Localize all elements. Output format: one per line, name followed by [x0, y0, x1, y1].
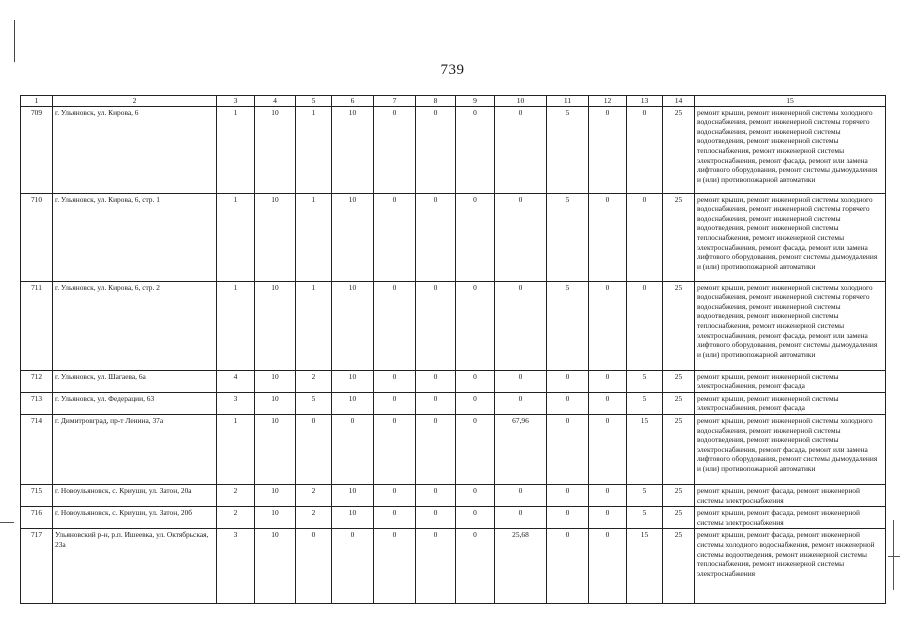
value-cell: 25 [663, 106, 695, 193]
value-cell: 5 [547, 193, 589, 281]
value-cell: 0 [374, 529, 416, 604]
value-cell: 0 [456, 484, 495, 506]
column-header: 12 [589, 96, 627, 107]
value-cell: 0 [374, 484, 416, 506]
value-cell: 10 [255, 392, 296, 414]
value-cell: 10 [332, 484, 374, 506]
value-cell: 0 [547, 484, 589, 506]
value-cell: 10 [332, 106, 374, 193]
value-cell: 0 [547, 392, 589, 414]
value-cell: 0 [589, 370, 627, 392]
margin-vertical-right [893, 520, 894, 590]
column-header: 14 [663, 96, 695, 107]
value-cell: 25 [663, 507, 695, 529]
value-cell: 0 [456, 106, 495, 193]
value-cell: 0 [416, 106, 456, 193]
value-cell: 5 [547, 106, 589, 193]
address-cell: г. Ульяновск, ул. Кирова, 6 [53, 106, 217, 193]
value-cell: 1 [296, 281, 332, 370]
works-cell: ремонт крыши, ремонт инженерной системы электроснабжения, ремонт фасада [695, 392, 886, 414]
value-cell: 0 [547, 507, 589, 529]
value-cell: 0 [589, 414, 627, 484]
works-cell: ремонт крыши, ремонт инженерной системы холодного водоснабжения, ремонт инженерной системы горячего водоснабжения, ремонт инженерной системы водоотведения, ремонт инженерной системы теплоснабжения, ремонт инженерной системы электроснабжения, ремонт фасада, ремонт или замена лифтового оборудования, ремонт системы дымоудаления и (или) противопожарной автоматики [695, 193, 886, 281]
value-cell: 0 [416, 529, 456, 604]
value-cell: 0 [296, 414, 332, 484]
value-cell: 0 [456, 529, 495, 604]
value-cell: 0 [627, 281, 663, 370]
table-row [21, 281, 886, 370]
works-table [20, 95, 886, 604]
value-cell: 0 [374, 392, 416, 414]
value-cell: 25 [663, 529, 695, 604]
value-cell: 0 [456, 392, 495, 414]
page-number: 739 [440, 62, 465, 78]
value-cell: 2 [296, 484, 332, 506]
value-cell: 5 [547, 281, 589, 370]
value-cell: 4 [217, 370, 255, 392]
value-cell: 0 [374, 193, 416, 281]
value-cell: 1 [296, 106, 332, 193]
value-cell: 0 [332, 529, 374, 604]
works-cell: ремонт крыши, ремонт инженерной системы холодного водоснабжения, ремонт инженерной системы водоотведения, ремонт инженерной системы электроснабжения, ремонт фасада, ремонт или замена лифтового оборудования, ремонт системы дымоудаления и (или) противопожарной автоматики [695, 414, 886, 484]
value-cell: 0 [495, 281, 547, 370]
value-cell: 0 [589, 392, 627, 414]
value-cell: 5 [627, 370, 663, 392]
address-cell: Ульяновский р-н, р.п. Ишеевка, ул. Октябрьская, 23а [53, 529, 217, 604]
works-cell: ремонт крыши, ремонт фасада, ремонт инженерной системы электроснабжения [695, 484, 886, 506]
value-cell: 0 [627, 106, 663, 193]
column-header: 9 [456, 96, 495, 107]
value-cell: 0 [495, 392, 547, 414]
address-cell: г. Ульяновск, ул. Федерации, 63 [53, 392, 217, 414]
address-cell: г. Ульяновск, ул. Шагаева, 6а [53, 370, 217, 392]
value-cell: 0 [374, 281, 416, 370]
margin-dash-right [888, 556, 900, 557]
row-id: 713 [21, 392, 53, 414]
column-header: 1 [21, 96, 53, 107]
table-row [21, 484, 886, 506]
table-row [21, 370, 886, 392]
row-id: 709 [21, 106, 53, 193]
value-cell: 5 [627, 484, 663, 506]
value-cell: 10 [255, 414, 296, 484]
value-cell: 10 [332, 507, 374, 529]
column-header: 2 [53, 96, 217, 107]
row-id: 717 [21, 529, 53, 604]
value-cell: 0 [416, 193, 456, 281]
value-cell: 0 [589, 193, 627, 281]
value-cell: 1 [217, 193, 255, 281]
value-cell: 25,68 [495, 529, 547, 604]
table-row [21, 193, 886, 281]
value-cell: 10 [255, 507, 296, 529]
value-cell: 15 [627, 414, 663, 484]
column-header: 10 [495, 96, 547, 107]
table-row [21, 106, 886, 193]
value-cell: 10 [332, 370, 374, 392]
value-cell: 0 [416, 370, 456, 392]
value-cell: 1 [296, 193, 332, 281]
works-cell: ремонт крыши, ремонт инженерной системы холодного водоснабжения, ремонт инженерной системы горячего водоснабжения, ремонт инженерной системы водоотведения, ремонт инженерной системы теплоснабжения, ремонт инженерной системы электроснабжения, ремонт фасада, ремонт или замена лифтового оборудования, ремонт системы дымоудаления и (или) противопожарной автоматики [695, 106, 886, 193]
value-cell: 0 [589, 507, 627, 529]
column-header: 7 [374, 96, 416, 107]
value-cell: 0 [416, 392, 456, 414]
value-cell: 0 [495, 106, 547, 193]
value-cell: 5 [627, 392, 663, 414]
value-cell: 0 [416, 414, 456, 484]
value-cell: 1 [217, 106, 255, 193]
column-header: 5 [296, 96, 332, 107]
value-cell: 25 [663, 193, 695, 281]
address-cell: г. Новоульяновск, с. Криуши, ул. Затон, 20а [53, 484, 217, 506]
value-cell: 15 [627, 529, 663, 604]
margin-dash-left [0, 522, 14, 523]
value-cell: 0 [416, 484, 456, 506]
row-id: 716 [21, 507, 53, 529]
value-cell: 25 [663, 281, 695, 370]
value-cell: 0 [416, 281, 456, 370]
row-id: 715 [21, 484, 53, 506]
address-cell: г. Ульяновск, ул. Кирова, 6, стр. 2 [53, 281, 217, 370]
value-cell: 0 [374, 370, 416, 392]
value-cell: 0 [456, 281, 495, 370]
value-cell: 67,96 [495, 414, 547, 484]
value-cell: 10 [332, 392, 374, 414]
table-row [21, 507, 886, 529]
value-cell: 10 [255, 529, 296, 604]
value-cell: 2 [296, 507, 332, 529]
value-cell: 0 [374, 507, 416, 529]
table-header-row [21, 96, 886, 107]
value-cell: 0 [332, 414, 374, 484]
value-cell: 0 [374, 414, 416, 484]
value-cell: 25 [663, 484, 695, 506]
address-cell: г. Димитровград, пр-т Ленина, 37а [53, 414, 217, 484]
value-cell: 10 [255, 193, 296, 281]
table-row [21, 529, 886, 604]
row-id: 710 [21, 193, 53, 281]
value-cell: 0 [374, 106, 416, 193]
value-cell: 10 [255, 484, 296, 506]
value-cell: 0 [416, 507, 456, 529]
value-cell: 10 [255, 370, 296, 392]
value-cell: 0 [589, 529, 627, 604]
value-cell: 25 [663, 370, 695, 392]
works-cell: ремонт крыши, ремонт инженерной системы холодного водоснабжения, ремонт инженерной системы горячего водоснабжения, ремонт инженерной системы водоотведения, ремонт инженерной системы теплоснабжения, ремонт инженерной системы электроснабжения, ремонт фасада, ремонт или замена лифтового оборудования, ремонт системы дымоудаления и (или) противопожарной автоматики [695, 281, 886, 370]
value-cell: 0 [456, 507, 495, 529]
works-cell: ремонт крыши, ремонт фасада, ремонт инженерной системы холодного водоснабжения, ремонт инженерной системы водоотведения, ремонт инженерной системы теплоснабжения, ремонт инженерной системы электроснабжения [695, 529, 886, 604]
value-cell: 5 [627, 507, 663, 529]
value-cell: 0 [589, 484, 627, 506]
table-row [21, 392, 886, 414]
value-cell: 0 [456, 193, 495, 281]
column-header: 11 [547, 96, 589, 107]
value-cell: 0 [495, 484, 547, 506]
column-header: 13 [627, 96, 663, 107]
value-cell: 0 [547, 529, 589, 604]
address-cell: г. Ульяновск, ул. Кирова, 6, стр. 1 [53, 193, 217, 281]
value-cell: 0 [589, 106, 627, 193]
value-cell: 0 [495, 370, 547, 392]
value-cell: 1 [217, 281, 255, 370]
value-cell: 2 [217, 484, 255, 506]
value-cell: 0 [589, 281, 627, 370]
row-id: 714 [21, 414, 53, 484]
value-cell: 25 [663, 414, 695, 484]
value-cell: 3 [217, 392, 255, 414]
value-cell: 0 [456, 370, 495, 392]
value-cell: 10 [332, 281, 374, 370]
column-header: 15 [695, 96, 886, 107]
value-cell: 0 [547, 414, 589, 484]
works-cell: ремонт крыши, ремонт инженерной системы электроснабжения, ремонт фасада [695, 370, 886, 392]
value-cell: 5 [296, 392, 332, 414]
value-cell: 10 [332, 193, 374, 281]
address-cell: г. Новоульяновск, с. Криуши, ул. Затон, 20б [53, 507, 217, 529]
column-header: 4 [255, 96, 296, 107]
column-header: 3 [217, 96, 255, 107]
value-cell: 0 [495, 507, 547, 529]
column-header: 6 [332, 96, 374, 107]
value-cell: 2 [217, 507, 255, 529]
value-cell: 0 [547, 370, 589, 392]
row-id: 711 [21, 281, 53, 370]
value-cell: 25 [663, 392, 695, 414]
value-cell: 10 [255, 281, 296, 370]
row-id: 712 [21, 370, 53, 392]
value-cell: 0 [495, 193, 547, 281]
works-cell: ремонт крыши, ремонт фасада, ремонт инженерной системы электроснабжения [695, 507, 886, 529]
value-cell: 0 [456, 414, 495, 484]
value-cell: 10 [255, 106, 296, 193]
value-cell: 2 [296, 370, 332, 392]
value-cell: 0 [627, 193, 663, 281]
margin-line [14, 20, 15, 62]
value-cell: 3 [217, 529, 255, 604]
column-header: 8 [416, 96, 456, 107]
value-cell: 0 [296, 529, 332, 604]
value-cell: 1 [217, 414, 255, 484]
table-row [21, 414, 886, 484]
